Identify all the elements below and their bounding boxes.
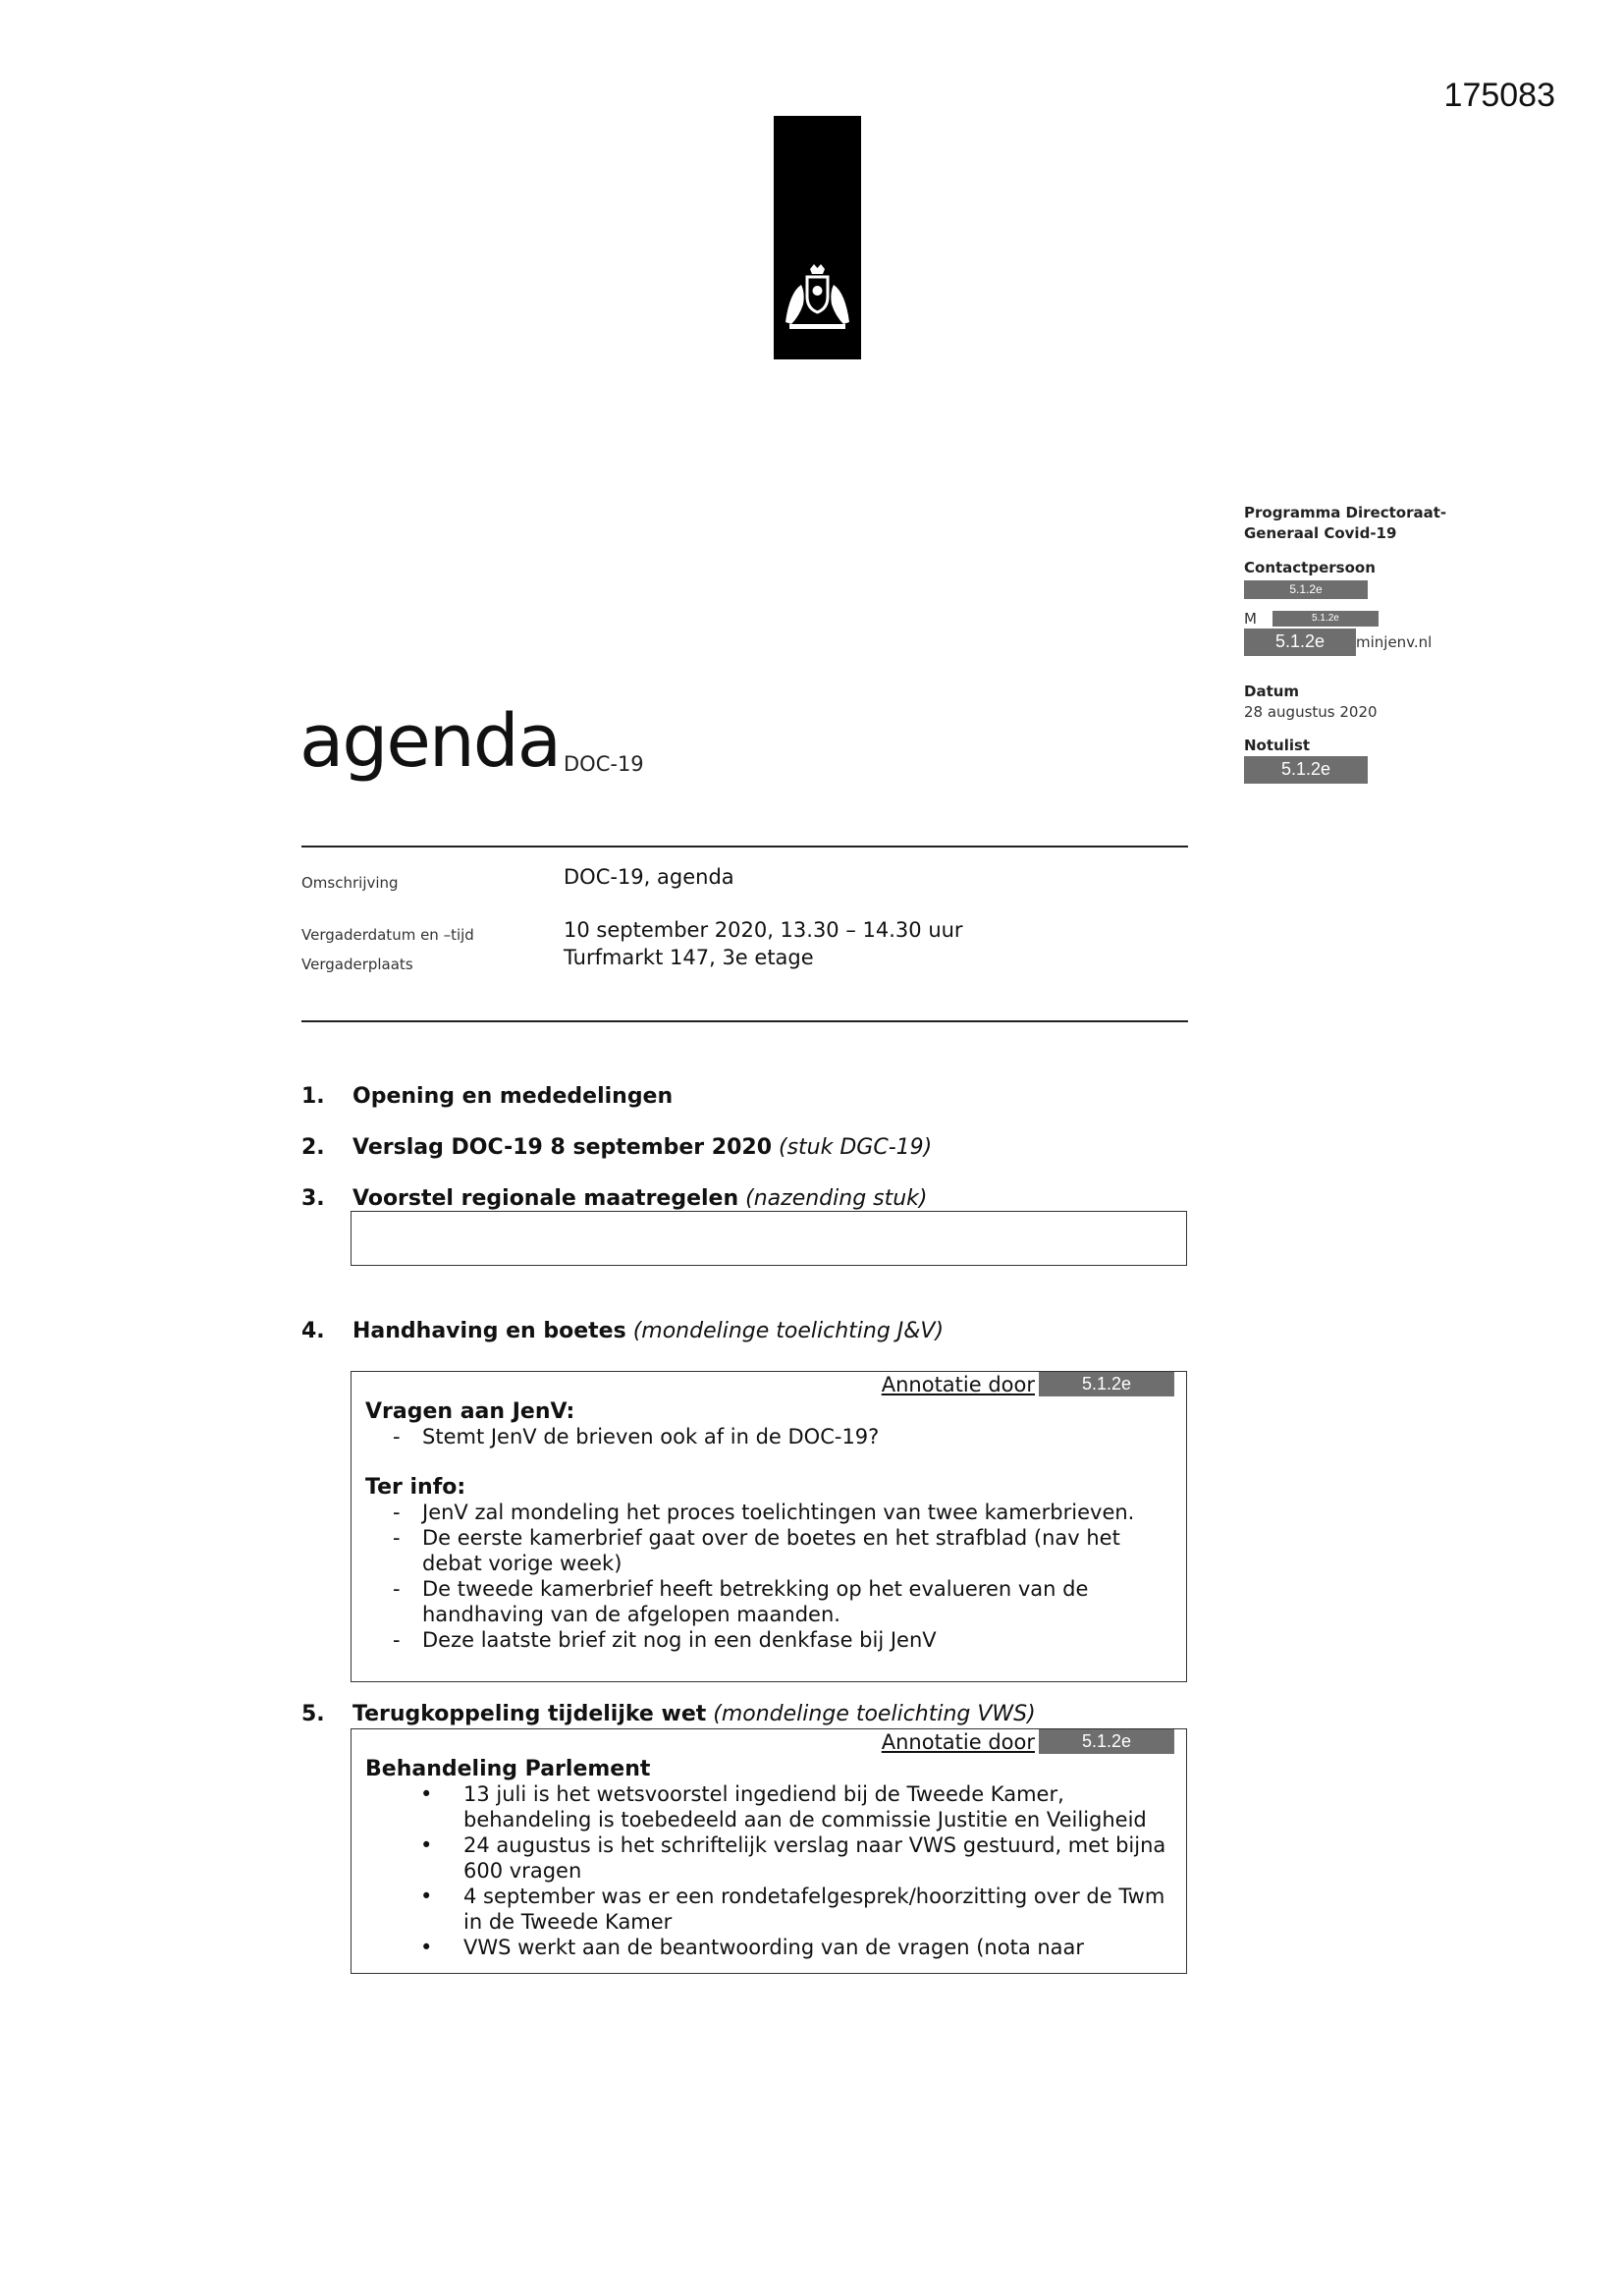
- meeting-location-label: Vergaderplaats: [301, 956, 413, 973]
- royal-coat-of-arms-icon: [780, 263, 855, 334]
- contact-redaction: 5.1.2e: [1244, 580, 1368, 599]
- info-heading: Ter info:: [365, 1475, 466, 1500]
- sender-sidebar: [1244, 503, 1539, 784]
- divider-top: [301, 846, 1188, 847]
- item-note: (nazending stuk): [745, 1186, 928, 1211]
- list-item: - De eerste kamerbrief gaat over de boetes en het strafblad (nav het debat vorige week): [365, 1525, 1172, 1576]
- email-domain: minjenv.nl: [1356, 633, 1433, 651]
- list-item: - Deze laatste brief zit nog in een denkfase bij JenV: [365, 1627, 1172, 1653]
- list-item: - De tweede kamerbrief heeft betrekking op het evalueren van de handhaving van de afgelopen maanden.: [365, 1576, 1172, 1627]
- notulist-redaction: 5.1.2e: [1244, 756, 1368, 784]
- item-title: Verslag DOC-19 8 september 2020: [352, 1135, 773, 1160]
- agenda-item: [301, 1319, 944, 1343]
- list-item: • 4 september was er een rondetafelgesprek/hoorzitting over de Twm in de Tweede Kamer: [365, 1884, 1172, 1935]
- item-title: Opening en mededelingen: [352, 1084, 674, 1109]
- agenda-item: [301, 1084, 673, 1109]
- item-title: Handhaving en boetes: [352, 1319, 626, 1343]
- notulist-label: Notulist: [1244, 737, 1311, 754]
- list-item: • 13 juli is het wetsvoorstel ingediend bij de Tweede Kamer, behandeling is toebedeeld aan de commissie Justitie en Veiligheid: [365, 1781, 1172, 1832]
- parliament-heading: Behandeling Parlement: [365, 1757, 651, 1781]
- item-note: (stuk DGC-19): [779, 1135, 933, 1160]
- agenda-item: [301, 1186, 928, 1211]
- department-name-line1: Programma Directoraat-: [1244, 504, 1447, 521]
- list-item: - JenV zal mondeling het proces toelichtingen van twee kamerbrieven.: [365, 1500, 1172, 1525]
- item-number: 3.: [301, 1186, 325, 1211]
- mobile-redaction: 5.1.2e: [1272, 611, 1379, 627]
- agenda-item: [301, 1135, 932, 1160]
- annotation-label: Annotatie door: [881, 1729, 1035, 1754]
- item-note: (mondelinge toelichting J&V): [632, 1319, 945, 1343]
- item-number: 4.: [301, 1319, 325, 1343]
- empty-annotation-box: [351, 1211, 1187, 1266]
- annotation-author-redaction: 5.1.2e: [1039, 1729, 1174, 1754]
- list-item: • VWS werkt aan de beantwoording van de vragen (nota naar: [365, 1935, 1172, 1960]
- annotation-author-redaction: 5.1.2e: [1039, 1372, 1174, 1396]
- list-item: - Stemt JenV de brieven ook af in de DOC-19?: [365, 1424, 1172, 1449]
- department-name-line2: Generaal Covid-19: [1244, 524, 1397, 542]
- meeting-datetime-label: Vergaderdatum en –tijd: [301, 926, 474, 944]
- meeting-datetime-value: 10 september 2020, 13.30 – 14.30 uur: [564, 918, 963, 942]
- item-number: 1.: [301, 1084, 325, 1109]
- annotation-header: [882, 1729, 1174, 1754]
- annotation-header: [882, 1372, 1174, 1396]
- page-title: agenda: [299, 699, 561, 784]
- item-title: Terugkoppeling tijdelijke wet: [352, 1702, 707, 1726]
- date-value: 28 augustus 2020: [1244, 703, 1378, 721]
- item-note: (mondelinge toelichting VWS): [713, 1702, 1036, 1726]
- meeting-location-value: Turfmarkt 147, 3e etage: [564, 946, 814, 969]
- government-logo-bar: [774, 116, 861, 359]
- item-title: Voorstel regionale maatregelen: [352, 1186, 739, 1211]
- date-label: Datum: [1244, 683, 1300, 700]
- contact-label: Contactpersoon: [1244, 559, 1376, 576]
- list-item: • 24 augustus is het schriftelijk verslag naar VWS gestuurd, met bijna 600 vragen: [365, 1832, 1172, 1884]
- agenda-item: [301, 1702, 1036, 1726]
- questions-heading: Vragen aan JenV:: [365, 1399, 575, 1424]
- page-subtitle: DOC-19: [564, 752, 644, 776]
- item-number: 5.: [301, 1702, 325, 1726]
- email-redaction: 5.1.2e: [1244, 629, 1356, 656]
- omschrijving-label: Omschrijving: [301, 874, 399, 892]
- annotation-label: Annotatie door: [881, 1372, 1035, 1396]
- omschrijving-value: DOC-19, agenda: [564, 865, 734, 889]
- annotation-box-item5: [351, 1728, 1187, 1974]
- annotation-box-item4: [351, 1371, 1187, 1682]
- divider-bottom: [301, 1020, 1188, 1022]
- mobile-label: M: [1244, 610, 1257, 628]
- item-number: 2.: [301, 1135, 325, 1160]
- document-number: 175083: [1443, 77, 1555, 114]
